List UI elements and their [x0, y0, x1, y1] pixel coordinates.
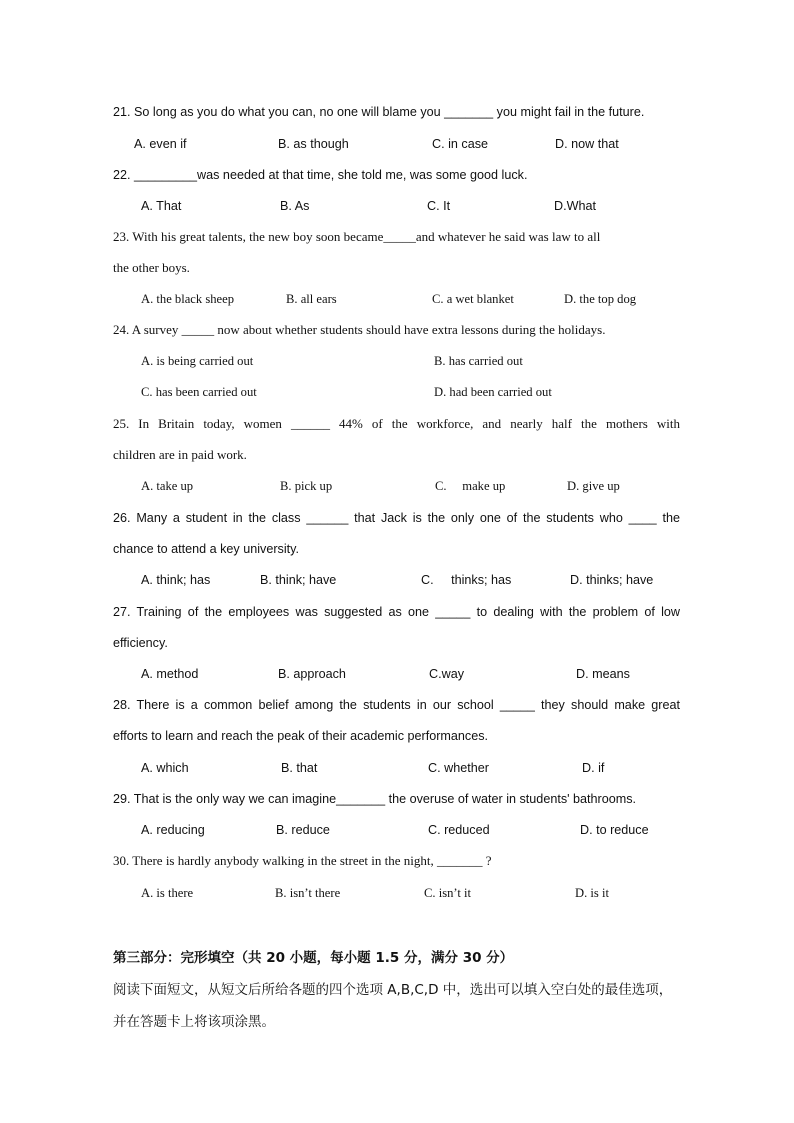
- question-24-stem: 24. A survey _____ now about whether students should have extra lessons during the holidays.: [113, 322, 606, 337]
- question-22-option-a: A. That: [141, 199, 182, 213]
- question-21-option-a: A. even if: [134, 137, 187, 151]
- question-23-option-c: C. a wet blanket: [432, 292, 514, 306]
- section-instruction-line1: 阅读下面短文，从短文后所给各题的四个选项 A,B,C,D 中，选出可以填入空白处的最佳选项，: [113, 982, 673, 998]
- question-24-option-b: B. has carried out: [434, 354, 523, 368]
- question-28-option-c: C. whether: [428, 761, 489, 775]
- question-27-stem-line2: efficiency.: [113, 636, 168, 650]
- question-29-option-b: B. reduce: [276, 823, 330, 837]
- question-26-option-d: D. thinks; have: [570, 573, 654, 587]
- question-30-option-d: D. is it: [575, 886, 609, 900]
- question-28-stem-line1: 28. There is a common belief among the students in our school _____ they should make great: [113, 698, 680, 712]
- question-25-option-a: A. take up: [141, 479, 194, 493]
- question-23-option-b: B. all ears: [286, 292, 337, 306]
- question-26-option-c: C. thinks; has: [421, 573, 512, 587]
- question-28-option-d: D. if: [582, 761, 605, 775]
- question-26-option-a: A. think; has: [141, 573, 211, 587]
- question-24-option-a: A. is being carried out: [141, 354, 254, 368]
- question-30-stem: 30. There is hardly anybody walking in the street in the night, _______ ?: [113, 853, 492, 868]
- question-21-option-c: C. in case: [432, 137, 488, 151]
- question-29-option-d: D. to reduce: [580, 823, 649, 837]
- section-title: 第三部分：完形填空（共 20 小题，每小题 1.5 分，满分 30 分）: [113, 950, 514, 966]
- question-27-option-c: C.way: [429, 667, 464, 681]
- question-24-option-c: C. has been carried out: [141, 385, 257, 399]
- question-29-stem: 29. That is the only way we can imagine_______ the overuse of water in students' bathrooms.: [113, 792, 637, 806]
- question-25-option-b: B. pick up: [280, 479, 333, 493]
- question-28-stem-line2: efforts to learn and reach the peak of their academic performances.: [113, 729, 488, 743]
- question-25-stem-line1: 25. In Britain today, women ______ 44% of the workforce, and nearly half the mothers with: [113, 416, 680, 431]
- question-29-option-a: A. reducing: [141, 823, 205, 837]
- question-28-option-a: A. which: [141, 761, 189, 775]
- question-27-option-d: D. means: [576, 667, 630, 681]
- question-26-stem-line2: chance to attend a key university.: [113, 542, 299, 556]
- question-30-option-b: B. isn’t there: [275, 886, 341, 900]
- question-27-option-b: B. approach: [278, 667, 346, 681]
- question-23-option-d: D. the top dog: [564, 292, 637, 306]
- question-30-option-c: C. isn’t it: [424, 886, 472, 900]
- question-22-option-c: C. It: [427, 199, 451, 213]
- question-30-option-a: A. is there: [141, 886, 194, 900]
- question-22-option-d: D.What: [554, 199, 596, 213]
- question-22-stem: 22. _________was needed at that time, she told me, was some good luck.: [113, 168, 528, 182]
- question-27-stem-line1: 27. Training of the employees was suggested as one _____ to dealing with the problem of low: [113, 605, 680, 619]
- question-29-option-c: C. reduced: [428, 823, 490, 837]
- question-24-option-d: D. had been carried out: [434, 385, 552, 399]
- question-22-option-b: B. As: [280, 199, 310, 213]
- question-21-stem: 21. So long as you do what you can, no one will blame you _______ you might fail in the future.: [113, 105, 645, 119]
- question-26-stem-line1: 26. Many a student in the class ______ that Jack is the only one of the students who ____ the: [113, 511, 680, 525]
- question-21-option-b: B. as though: [278, 137, 349, 151]
- question-26-option-b: B. think; have: [260, 573, 337, 587]
- question-25-option-d: D. give up: [567, 479, 620, 493]
- question-23-stem-line2: the other boys.: [113, 260, 190, 275]
- question-27-option-a: A. method: [141, 667, 199, 681]
- question-23-stem-line1: 23. With his great talents, the new boy soon became_____and whatever he said was law to all: [113, 229, 601, 244]
- question-25-stem-line2: children are in paid work.: [113, 447, 247, 462]
- question-28-option-b: B. that: [281, 761, 318, 775]
- question-25-option-c: C. make up: [435, 479, 506, 493]
- question-23-option-a: A. the black sheep: [141, 292, 235, 306]
- section-instruction-line2: 并在答题卡上将该项涂黑。: [113, 1014, 275, 1030]
- question-21-option-d: D. now that: [555, 137, 619, 151]
